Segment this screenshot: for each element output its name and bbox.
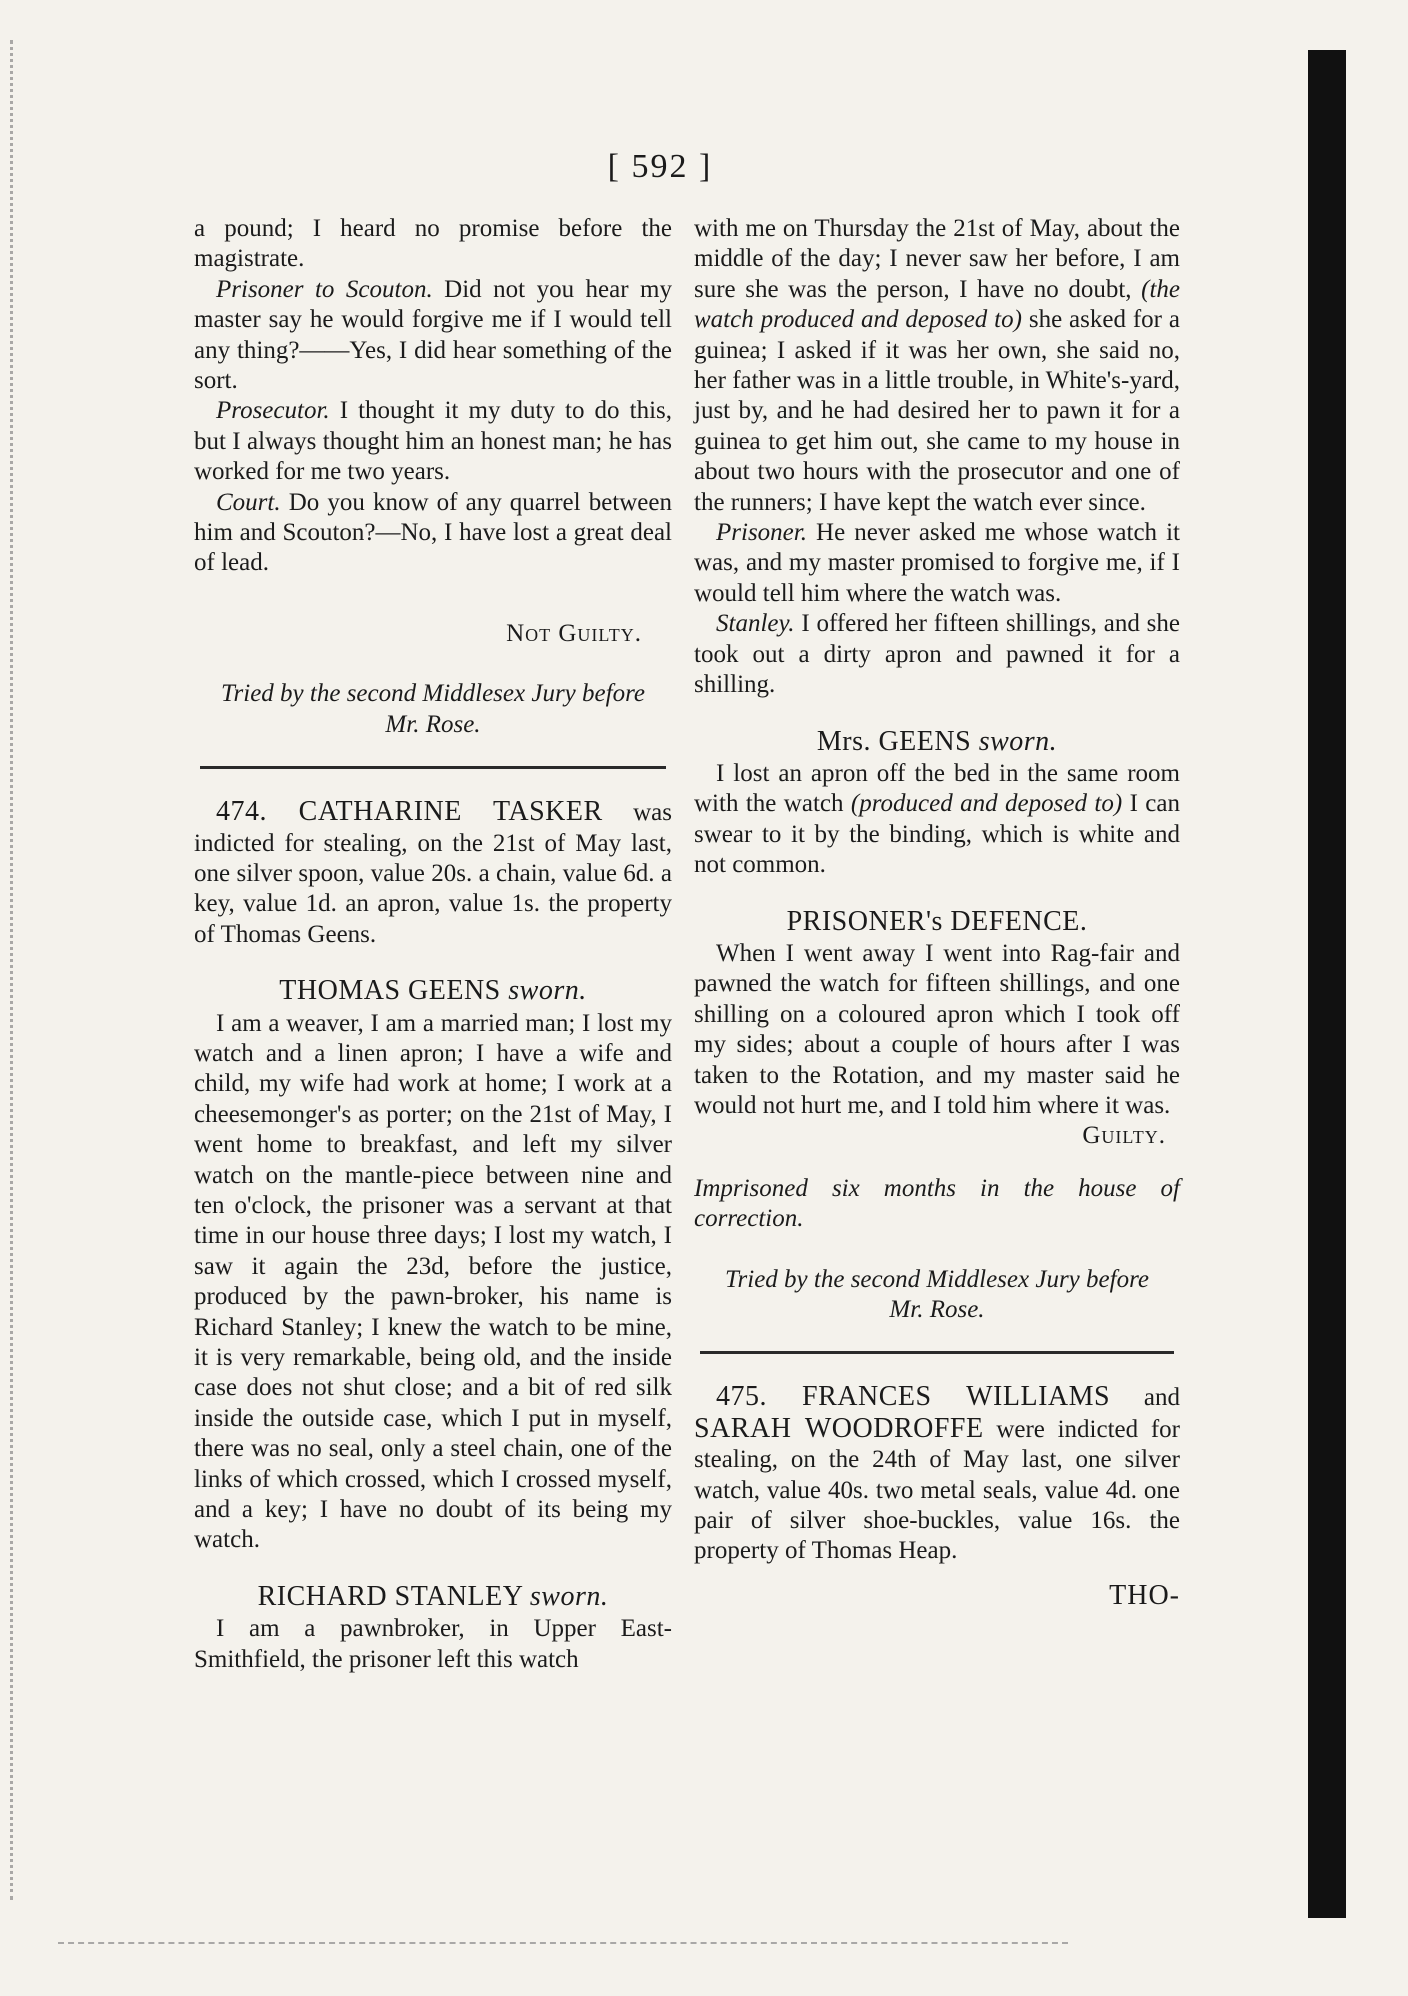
testimony-text: with me on Thursday the 21st of May, about the middle of the day; I never saw her before, I am sure she was the person, I have no doubt,: [694, 215, 1180, 303]
witness-name: Mrs. GEENS: [816, 725, 972, 757]
jury-note: [694, 1265, 1180, 1326]
case-title: 475. FRANCES WILLIAMS: [716, 1381, 1111, 1413]
section-divider: [700, 1351, 1174, 1354]
witness-name: RICHARD STANLEY: [257, 1580, 523, 1612]
jury-line-2: Mr. Rose.: [889, 1296, 985, 1323]
testimony: [694, 214, 1180, 518]
testimony: I am a pawnbroker, in Upper East-Smithfield, the prisoner left this watch: [194, 1615, 672, 1673]
paragraph: [194, 488, 672, 579]
left-column: [194, 214, 672, 1675]
binding-edge: [10, 40, 57, 1900]
speaker: Prisoner to Scouton.: [216, 275, 433, 303]
case-indictment: [194, 797, 672, 950]
paragraph: a pound; I heard no promise before the magistrate.: [194, 215, 672, 273]
case-text: was indicted for stealing, on the 21st of May last, one silver spoon, value 20s. a chain, value 6d. a key, value 1d. an apron, value 1s. the property of Thomas Geens.: [194, 799, 672, 948]
paragraph-text: Did not you hear my master say he would forgive me if I would tell any thing?——Yes, I did hear something of the sort.: [194, 275, 672, 395]
witness-heading: [194, 1582, 672, 1612]
jury-line-1: Tried by the second Middlesex Jury before: [221, 680, 645, 708]
testimony: [694, 759, 1180, 881]
paragraph: [694, 609, 1180, 700]
case-title: 474. CATHARINE TASKER: [216, 796, 603, 828]
scan-bottom-edge: [58, 1942, 1068, 1944]
scan-edge-bar: [1308, 50, 1346, 1918]
case-text: were indicted for stealing, on the 24th of May last, one silver watch, value 40s. two metal seals, value 4d. one pair of silver shoe-buckles, value 16s. the property of Thomas Heap.: [694, 1415, 1180, 1565]
speaker: Court.: [216, 488, 281, 516]
defence-text: When I went away I went into Rag-fair and pawned the watch for fifteen shillings, and one shilling on a coloured apron which I took off my sides; about a couple of hours after I was taken to the Rotation, and my master said he would not hurt me, and I told him where it was.: [694, 939, 1180, 1119]
stage-note: (produced and deposed to): [850, 790, 1123, 818]
section-divider: [200, 766, 666, 769]
sentence: Imprisoned six months in the house of correction.: [694, 1174, 1180, 1233]
paragraph-text: I thought it my duty to do this, but I always thought him an honest man; he has worked for me two years.: [194, 397, 672, 486]
jury-line-2: Mr. Rose.: [385, 710, 481, 738]
speaker: Prisoner.: [716, 519, 807, 547]
sworn-label: sworn.: [529, 1580, 609, 1612]
defence-heading: PRISONER's DEFENCE.: [786, 905, 1088, 937]
paragraph-text: Do you know of any quarrel between him and Scouton?—No, I have lost a great deal of lead.: [194, 488, 672, 577]
catchword: THO-: [1109, 1579, 1180, 1611]
paragraph: [194, 396, 672, 487]
speaker: Prosecutor.: [216, 397, 330, 425]
testimony-text: I lost an apron off the bed in the same room with the watch: [694, 759, 1180, 818]
stage-note: (the watch produced and deposed to): [694, 275, 1180, 334]
witness-name: THOMAS GEENS: [279, 975, 501, 1007]
jury-note: [194, 679, 672, 740]
conjunction: and: [1110, 1384, 1180, 1412]
paragraph: [194, 275, 672, 397]
jury-line-1: Tried by the second Middlesex Jury before: [725, 1265, 1149, 1293]
witness-heading: [194, 976, 672, 1006]
case-indictment: [694, 1382, 1180, 1566]
page-number: [ 592 ]: [607, 148, 713, 185]
verdict: Not Guilty.: [506, 619, 642, 647]
testimony-text: she asked for a guinea; I asked if it was her own, she said no, her father was in a little trouble, in White's-yard, just by, and he had desired her to pawn it for a guinea to get him out, she came to my house in about two hours with the prosecutor and one of the runners; I have kept the watch ever since.: [694, 306, 1180, 516]
speaker: Stanley.: [716, 610, 795, 638]
right-column: [694, 214, 1180, 1611]
testimony-text: I can swear to it by the binding, which is white and not common.: [694, 790, 1180, 879]
witness-heading: [694, 727, 1180, 757]
verdict: Guilty.: [1082, 1122, 1166, 1150]
paragraph: [694, 518, 1180, 609]
paragraph-text: I offered her fifteen shillings, and she took out a dirty apron and pawned it for a shilling.: [694, 610, 1180, 699]
sworn-label: sworn.: [978, 725, 1058, 757]
sworn-label: sworn.: [508, 975, 587, 1007]
paragraph-text: He never asked me whose watch it was, and my master promised to forgive me, if I would tell him where the watch was.: [694, 519, 1180, 607]
case-title-2: SARAH WOODROFFE: [694, 1412, 984, 1444]
testimony: I am a weaver, I am a married man; I lost my watch and a linen apron; I have a wife and child, my wife had work at home; I work at a cheesemonger's as porter; on the 21st of May, I went home to breakfast, and left my silver watch on the mantle-piece between nine and ten o'clock, the prisoner was a servant at that time in our house three days; I lost my watch, I saw it again the 23d, before the justice, produced by the pawn-broker, his name is Richard Stanley; I knew the watch to be mine, it is very remarkable, being old, and the inside case does not shut close; and a bit of red silk inside the outside case, which I put in myself, there was no seal, only a steel chain, one of the links of which crossed, which I crossed myself, and a key; I have no doubt of its being my watch.: [194, 1009, 672, 1554]
